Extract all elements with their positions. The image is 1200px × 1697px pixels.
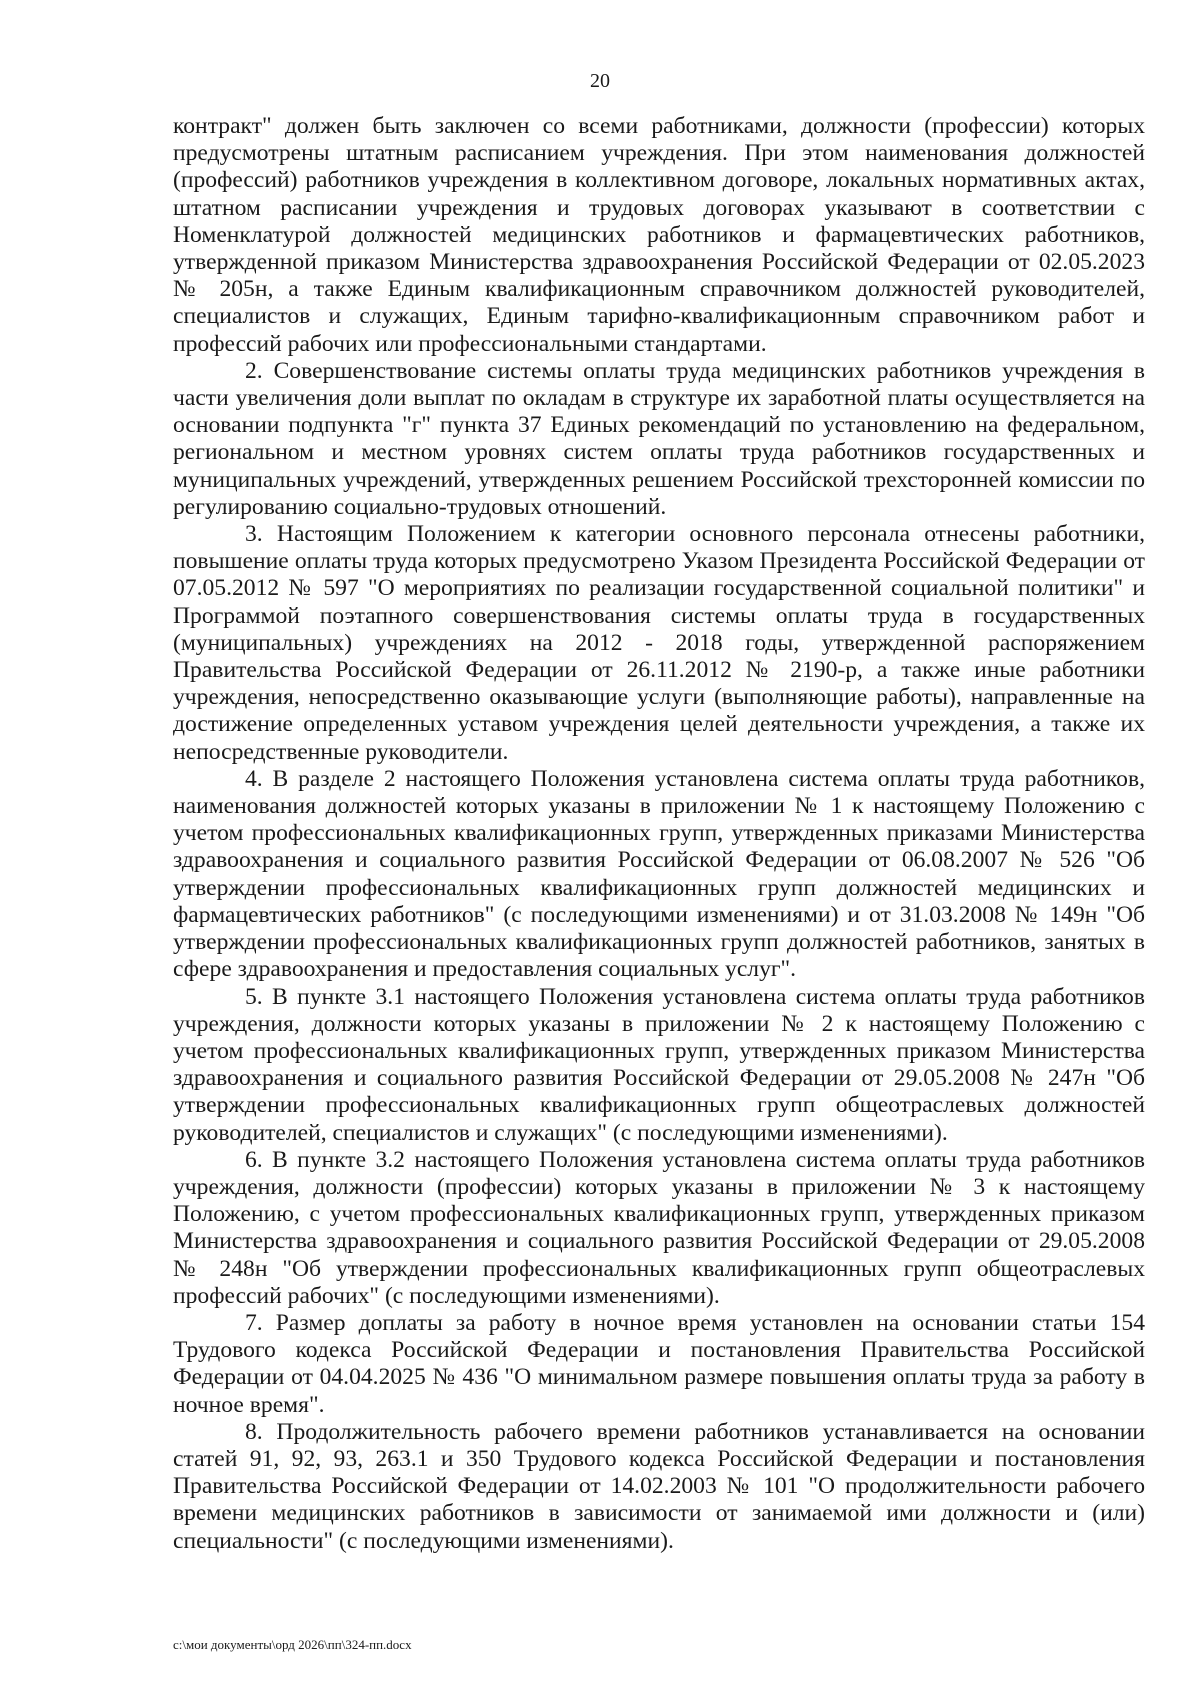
- paragraph-2: 2. Совершенствование системы оплаты труда медицинских работников учреждения в части увеличения доли выплат по окладам в структуре их заработной платы осуществляется на основании подпункта "г" пункта 37 Единых рекомендаций по установлению на федеральном, региональном и местном уровнях систем оплаты труда работников государственных и муниципальных учреждений, утвержденных решением Российской трехсторонней комиссии по регулированию социально-трудовых отношений.: [173, 357, 1145, 520]
- paragraph-6: 6. В пункте 3.2 настоящего Положения установлена система оплаты труда работников учреждения, должности (профессии) которых указаны в приложении № 3 к настоящему Положению, с учетом профессиональных квалификационных групп, утвержденных приказом Министерства здравоохранения и социального развития Российской Федерации от 29.05.2008 № 248н "Об утверждении профессиональных квалификационных групп общеотраслевых профессий рабочих" (с последующими изменениями).: [173, 1146, 1145, 1309]
- paragraph-5: 5. В пункте 3.1 настоящего Положения установлена система оплаты труда работников учреждения, должности которых указаны в приложении № 2 к настоящему Положению с учетом профессиональных квалификационных групп, утвержденных приказом Министерства здравоохранения и социального развития Российской Федерации от 29.05.2008 № 247н "Об утверждении профессиональных квалификационных групп общеотраслевых должностей руководителей, специалистов и служащих" (с последующими изменениями).: [173, 983, 1145, 1146]
- paragraph-3: 3. Настоящим Положением к категории основного персонала отнесены работники, повышение оплаты труда которых предусмотрено Указом Президента Российской Федерации от 07.05.2012 № 597 "О мероприятиях по реализации государственной социальной политики" и Программой поэтапного совершенствования системы оплаты труда в государственных (муниципальных) учреждениях на 2012 - 2018 годы, утвержденной распоряжением Правительства Российской Федерации от 26.11.2012 № 2190-р, а также иные работники учреждения, непосредственно оказывающие услуги (выполняющие работы), направленные на достижение определенных уставом учреждения целей деятельности учреждения, а также их непосредственные руководители.: [173, 521, 1145, 765]
- page-number: 20: [590, 70, 610, 92]
- footer-file-path: c:\мои документы\орд 2026\пп\324-пп.docx: [173, 1637, 412, 1652]
- paragraph-continuation: контракт" должен быть заключен со всеми работниками, должности (профессии) которых предусмотрены штатным расписанием учреждения. При этом наименования должностей (профессий) работников учреждения в коллективном договоре, локальных нормативных актах, штатном расписании учреждения и трудовых договорах указывают в соответствии с Номенклатурой должностей медицинских работников и фармацевтических работников, утвержденной приказом Министерства здравоохранения Российской Федерации от 02.05.2023 № 205н, а также Единым квалификационным справочником должностей руководителей, специалистов и служащих, Единым тарифно-квалификационным справочником работ и профессий рабочих или профессиональными стандартами.: [173, 113, 1145, 357]
- paragraph-8: 8. Продолжительность рабочего времени работников устанавливается на основании статей 91, 92, 93, 263.1 и 350 Трудового кодекса Российской Федерации и постановления Правительства Российской Федерации от 14.02.2003 № 101 "О продолжительности рабочего времени медицинских работников в зависимости от занимаемой ими должности и (или) специальности" (с последующими изменениями).: [173, 1418, 1145, 1554]
- document-body: [173, 113, 1145, 1555]
- paragraph-4: 4. В разделе 2 настоящего Положения установлена система оплаты труда работников, наименования должностей которых указаны в приложении № 1 к настоящему Положению с учетом профессиональных квалификационных групп, утвержденных приказами Министерства здравоохранения и социального развития Российской Федерации от 06.08.2007 № 526 "Об утверждении профессиональных квалификационных групп должностей медицинских и фармацевтических работников" (с последующими изменениями) и от 31.03.2008 № 149н "Об утверждении профессиональных квалификационных групп должностей работников, занятых в сфере здравоохранения и предоставления социальных услуг".: [173, 765, 1145, 983]
- paragraph-7: 7. Размер доплаты за работу в ночное время установлен на основании статьи 154 Трудового кодекса Российской Федерации и постановления Правительства Российской Федерации от 04.04.2025 № 436 "О минимальном размере повышения оплаты труда за работу в ночное время".: [173, 1309, 1145, 1418]
